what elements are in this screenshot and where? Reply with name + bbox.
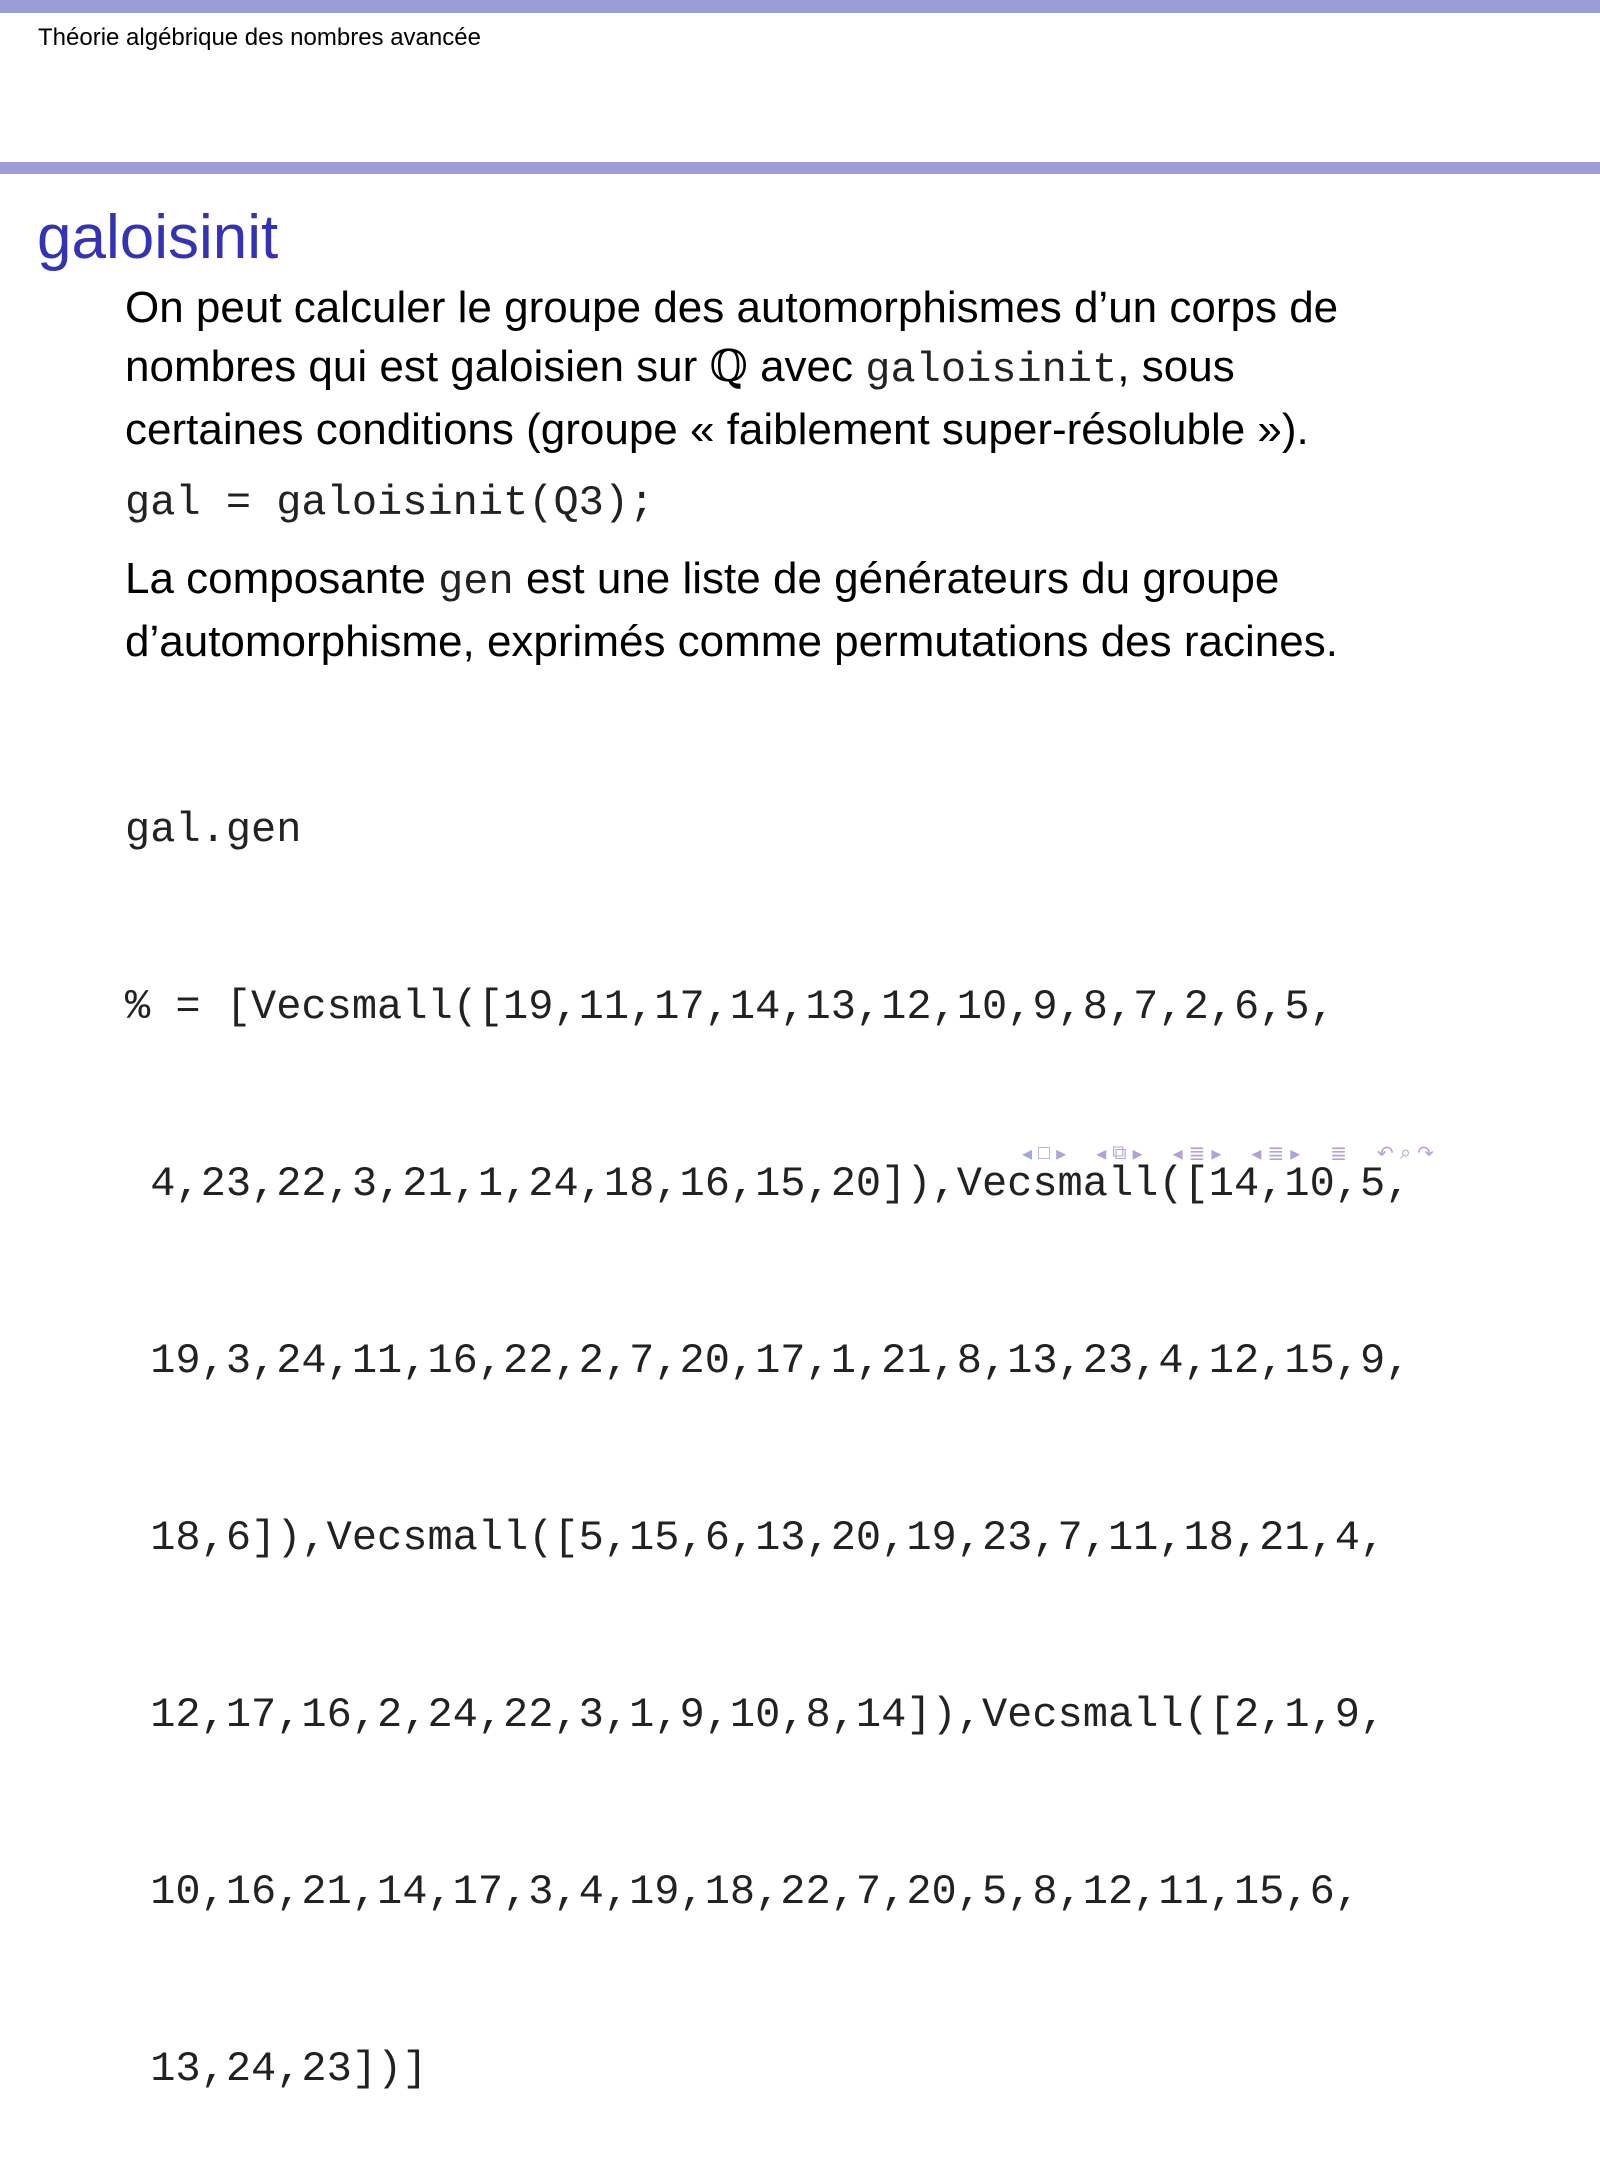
paragraph-line: On peut calculer le groupe des automorphismes d’un corps de: [125, 283, 1339, 332]
arrow-left-icon[interactable]: ◂: [1172, 1142, 1183, 1165]
text: est une liste de générateurs du groupe: [513, 554, 1280, 603]
text: , sous: [1117, 342, 1235, 391]
header-title: Théorie algébrique des nombres avancée: [38, 24, 481, 51]
code-line: 10,16,21,14,17,3,4,19,18,22,7,20,5,8,12,11,15,6,: [125, 1868, 1361, 1916]
nav-group-align[interactable]: [1330, 1141, 1347, 1166]
code-line: 4,23,22,3,21,1,24,18,16,15,20]),Vecsmall([14,10,5,: [125, 1160, 1411, 1208]
subsection-icon[interactable]: ⧉: [1112, 1141, 1127, 1164]
paragraph-line: [125, 549, 1338, 612]
frame-icon[interactable]: □: [1038, 1141, 1051, 1164]
code-line: 19,3,24,11,16,22,2,7,20,17,1,21,8,13,23,4,12,15,9,: [125, 1337, 1411, 1385]
paragraph-intro: [125, 278, 1338, 459]
text: avec: [747, 342, 866, 391]
beamer-navigation: [1022, 1141, 1582, 1165]
section-icon[interactable]: ≣: [1267, 1142, 1285, 1165]
text: nombres qui est galoisien sur: [125, 342, 710, 391]
paragraph-line: [125, 337, 1338, 400]
back-icon[interactable]: ↶: [1377, 1142, 1394, 1165]
arrow-right-icon[interactable]: ▸: [1132, 1142, 1143, 1165]
text: La composante: [125, 554, 439, 603]
arrow-left-icon[interactable]: ◂: [1251, 1142, 1262, 1165]
code-line: 13,24,23])]: [125, 2045, 428, 2093]
code-line: 12,17,16,2,24,22,3,1,9,10,8,14]),Vecsmall([2,1,9,: [125, 1691, 1386, 1739]
search-icon[interactable]: ⌕: [1399, 1141, 1412, 1164]
code-line: % = [Vecsmall([19,11,17,14,13,12,10,9,8,7,2,6,5,: [125, 983, 1335, 1031]
paragraph-line: certaines conditions (groupe « faiblement super-résoluble »).: [125, 405, 1309, 454]
arrow-left-icon[interactable]: ◂: [1096, 1142, 1107, 1165]
nav-group-search[interactable]: [1377, 1141, 1434, 1166]
nav-group-subsection[interactable]: [1096, 1141, 1142, 1166]
top-bar: [0, 0, 1600, 13]
frame-title: galoisinit: [37, 203, 279, 272]
code-line: 18,6]),Vecsmall([5,15,6,13,20,19,23,7,11,18,21,4,: [125, 1514, 1386, 1562]
inline-code: galoisinit: [865, 346, 1118, 394]
inline-code: gen: [438, 558, 514, 606]
rationals-symbol: ℚ: [709, 341, 748, 392]
forward-icon[interactable]: ↷: [1417, 1142, 1434, 1165]
arrow-right-icon[interactable]: ▸: [1290, 1142, 1301, 1165]
header-rule: [0, 162, 1600, 174]
arrow-right-icon[interactable]: ▸: [1056, 1142, 1067, 1165]
nav-group-section[interactable]: [1173, 1141, 1222, 1166]
paragraph-line: d’automorphisme, exprimés comme permutations des racines.: [125, 617, 1338, 666]
code-line: gal.gen: [125, 806, 302, 854]
section-icon[interactable]: ≣: [1188, 1142, 1206, 1165]
code-block-init: gal = galoisinit(Q3);: [125, 479, 655, 527]
code-block-output: [125, 683, 1410, 2158]
arrow-left-icon[interactable]: ◂: [1022, 1142, 1033, 1165]
align-icon[interactable]: ≣: [1330, 1142, 1348, 1165]
nav-group-part[interactable]: [1251, 1141, 1300, 1166]
nav-group-frame[interactable]: [1022, 1141, 1066, 1166]
arrow-right-icon[interactable]: ▸: [1211, 1142, 1222, 1165]
paragraph-gen: [125, 549, 1338, 671]
